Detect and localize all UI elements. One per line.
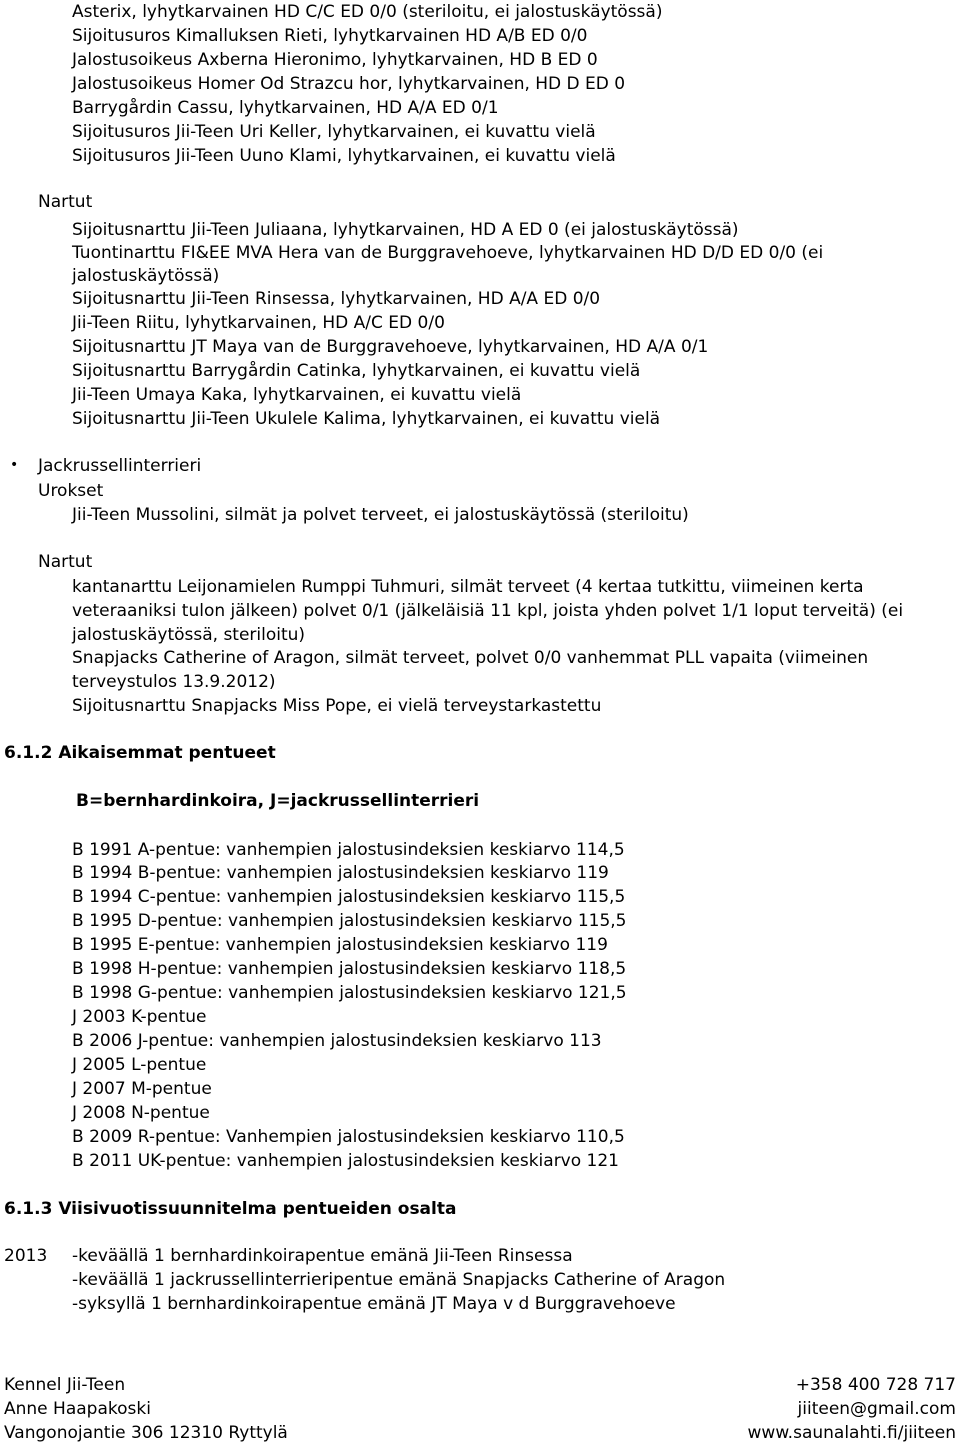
list-item: jalostuskäytössä, steriloitu) bbox=[72, 625, 306, 645]
breed-heading: Jackrussellinterrieri bbox=[38, 456, 202, 476]
list-item: Sijoitusnarttu Jii-Teen Rinsessa, lyhytkarvainen, HD A/A ED 0/0 bbox=[72, 289, 601, 309]
list-item: B 1995 E-pentue: vanhempien jalostusindeksien keskiarvo 119 bbox=[72, 935, 608, 955]
list-item: Jalostusoikeus Axberna Hieronimo, lyhytkarvainen, HD B ED 0 bbox=[72, 50, 598, 70]
males-heading: Urokset bbox=[38, 481, 104, 501]
list-item: -keväällä 1 jackrussellinterrieripentue emänä Snapjacks Catherine of Aragon bbox=[72, 1270, 726, 1290]
list-item: Sijoitusnarttu Jii-Teen Juliaana, lyhytkarvainen, HD A ED 0 (ei jalostuskäytössä) bbox=[72, 220, 739, 240]
list-item: veteraaniksi tulon jälkeen) polvet 0/1 (jälkeläisiä 11 kpl, joista yhden polvet 1/1 loput terveitä) (ei bbox=[72, 601, 904, 621]
list-item: Sijoitusnarttu Jii-Teen Ukulele Kalima, lyhytkarvainen, ei kuvattu vielä bbox=[72, 409, 661, 429]
list-item: jalostuskäytössä) bbox=[72, 266, 220, 286]
list-item: Barrygårdin Cassu, lyhytkarvainen, HD A/A ED 0/1 bbox=[72, 98, 499, 118]
list-item: Sijoitusnarttu JT Maya van de Burggravehoeve, lyhytkarvainen, HD A/A 0/1 bbox=[72, 337, 709, 357]
list-item: J 2007 M-pentue bbox=[72, 1079, 212, 1099]
list-item: terveystulos 13.9.2012) bbox=[72, 672, 276, 692]
section-heading: 6.1.3 Viisivuotissuunnitelma pentueiden osalta bbox=[4, 1199, 457, 1219]
list-item: Jii-Teen Umaya Kaka, lyhytkarvainen, ei kuvattu vielä bbox=[72, 385, 522, 405]
list-item: -syksyllä 1 bernhardinkoirapentue emänä JT Maya v d Burggravehoeve bbox=[72, 1294, 676, 1314]
list-item: Jii-Teen Mussolini, silmät ja polvet terveet, ei jalostuskäytössä (steriloitu) bbox=[72, 505, 689, 525]
list-item: Sijoitusnarttu Barrygårdin Catinka, lyhytkarvainen, ei kuvattu vielä bbox=[72, 361, 641, 381]
list-item: B 2011 UK-pentue: vanhempien jalostusindeksien keskiarvo 121 bbox=[72, 1151, 619, 1171]
footer-kennel: Kennel Jii-Teen bbox=[4, 1375, 126, 1395]
list-item: Sijoitusuros Kimalluksen Rieti, lyhytkarvainen HD A/B ED 0/0 bbox=[72, 26, 588, 46]
list-item: -keväällä 1 bernhardinkoirapentue emänä Jii-Teen Rinsessa bbox=[72, 1246, 573, 1266]
females-heading: Nartut bbox=[38, 192, 93, 212]
list-item: B 1994 B-pentue: vanhempien jalostusindeksien keskiarvo 119 bbox=[72, 863, 609, 883]
plan-year: 2013 bbox=[4, 1246, 48, 1266]
list-item: B 2006 J-pentue: vanhempien jalostusindeksien keskiarvo 113 bbox=[72, 1031, 602, 1051]
list-item: Jii-Teen Riitu, lyhytkarvainen, HD A/C ED 0/0 bbox=[72, 313, 445, 333]
legend: B=bernhardinkoira, J=jackrussellinterrieri bbox=[76, 791, 480, 811]
list-item: Sijoitusuros Jii-Teen Uuno Klami, lyhytkarvainen, ei kuvattu vielä bbox=[72, 146, 616, 166]
list-item: B 1994 C-pentue: vanhempien jalostusindeksien keskiarvo 115,5 bbox=[72, 887, 626, 907]
footer-owner: Anne Haapakoski bbox=[4, 1399, 151, 1419]
list-item: Sijoitusnarttu Snapjacks Miss Pope, ei vielä terveystarkastettu bbox=[72, 696, 602, 716]
list-item: B 1998 H-pentue: vanhempien jalostusindeksien keskiarvo 118,5 bbox=[72, 959, 627, 979]
footer-phone: +358 400 728 717 bbox=[795, 1375, 956, 1395]
list-item: B 1991 A-pentue: vanhempien jalostusindeksien keskiarvo 114,5 bbox=[72, 840, 625, 860]
list-item: J 2005 L-pentue bbox=[72, 1055, 207, 1075]
list-item: Asterix, lyhytkarvainen HD C/C ED 0/0 (steriloitu, ei jalostuskäytössä) bbox=[72, 2, 663, 22]
list-item: B 2009 R-pentue: Vanhempien jalostusindeksien keskiarvo 110,5 bbox=[72, 1127, 625, 1147]
footer-address: Vangonojantie 306 12310 Ryttylä bbox=[4, 1423, 288, 1443]
list-item: B 1998 G-pentue: vanhempien jalostusindeksien keskiarvo 121,5 bbox=[72, 983, 627, 1003]
list-item: Snapjacks Catherine of Aragon, silmät terveet, polvet 0/0 vanhemmat PLL vapaita (viimeinen bbox=[72, 648, 869, 668]
list-item: Jalostusoikeus Homer Od Strazcu hor, lyhytkarvainen, HD D ED 0 bbox=[72, 74, 626, 94]
list-item: Tuontinarttu FI&EE MVA Hera van de Burggravehoeve, lyhytkarvainen HD D/D ED 0/0 (ei bbox=[72, 243, 824, 263]
list-item: J 2003 K-pentue bbox=[72, 1007, 207, 1027]
list-item: kantanarttu Leijonamielen Rumppi Tuhmuri, silmät terveet (4 kertaa tutkittu, viimeinen kerta bbox=[72, 577, 864, 597]
bullet-icon: • bbox=[10, 457, 19, 473]
list-item: J 2008 N-pentue bbox=[72, 1103, 210, 1123]
footer-website[interactable]: www.saunalahti.fi/jiiteen bbox=[747, 1423, 956, 1443]
list-item: Sijoitusuros Jii-Teen Uri Keller, lyhytkarvainen, ei kuvattu vielä bbox=[72, 122, 596, 142]
footer-email[interactable]: jiiteen@gmail.com bbox=[797, 1399, 956, 1419]
females-heading: Nartut bbox=[38, 552, 93, 572]
list-item: B 1995 D-pentue: vanhempien jalostusindeksien keskiarvo 115,5 bbox=[72, 911, 627, 931]
section-heading: 6.1.2 Aikaisemmat pentueet bbox=[4, 743, 276, 763]
